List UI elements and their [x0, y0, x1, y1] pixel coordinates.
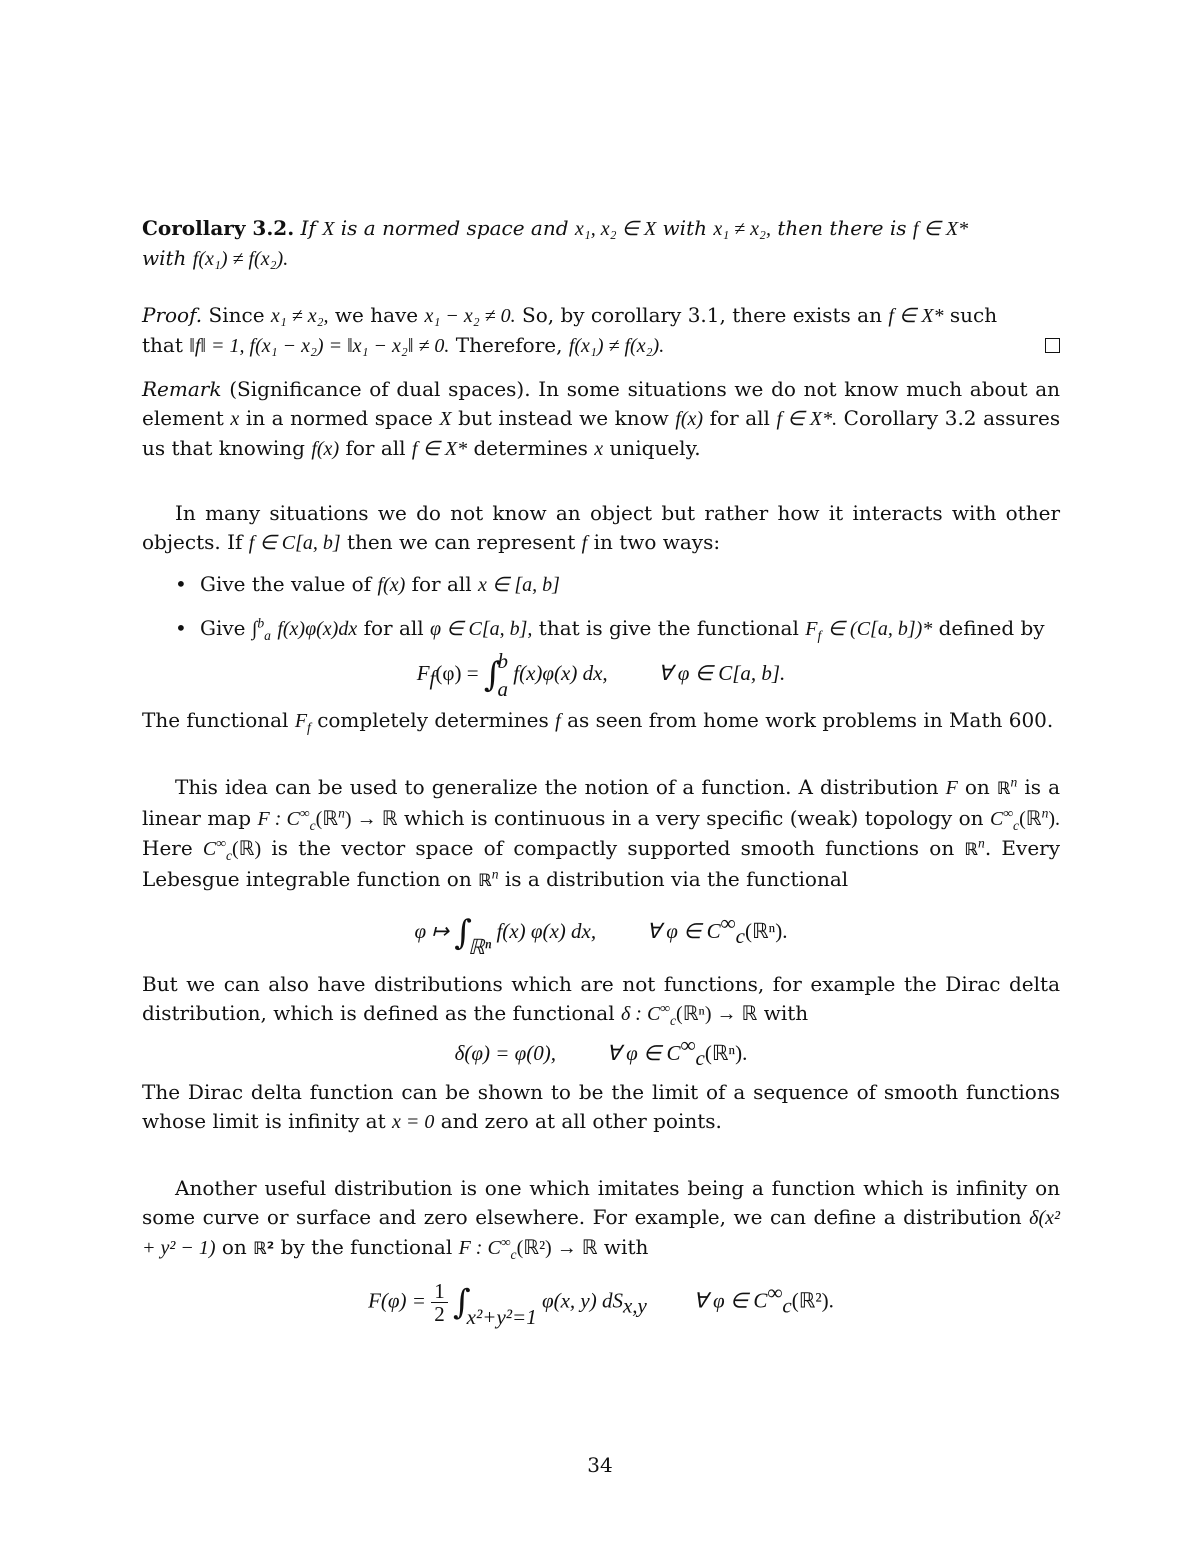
- lower-limit: ℝⁿ: [467, 935, 492, 959]
- text: then we can represent: [347, 530, 576, 554]
- math: F(φ) =: [368, 1288, 426, 1313]
- math-sup: ∞: [1003, 805, 1014, 821]
- text: If: [300, 216, 316, 240]
- text: Here: [142, 836, 193, 860]
- text: on: [964, 775, 990, 799]
- math: δ(φ) = φ(0),: [454, 1041, 557, 1065]
- math: φ(x, y) dS: [541, 1288, 623, 1313]
- math: f(x): [311, 438, 340, 460]
- math: (φ) =: [435, 660, 479, 685]
- math-sub: f: [307, 720, 311, 735]
- math: x₁ ≠ x₂,: [713, 218, 771, 240]
- text: then there is: [777, 216, 907, 240]
- math: f(x) φ(x) dx,: [496, 918, 597, 943]
- math: ∀ φ ∈ C[a, b].: [658, 660, 786, 685]
- math: f ∈ X*.: [776, 408, 838, 430]
- math-sub: f: [817, 628, 822, 643]
- text: for all: [709, 406, 770, 430]
- text: Since: [208, 303, 265, 327]
- text: So, by corollary 3.1, there exists an: [522, 303, 882, 327]
- text: with: [603, 1235, 649, 1259]
- document-page: [142, 214, 1060, 1335]
- text: for all: [345, 436, 406, 460]
- text: In many situations we do not know an object but rather how it interacts with other objects. If: [142, 501, 1060, 554]
- equation-dirac-delta: [142, 1033, 1060, 1071]
- math: f(x): [377, 574, 406, 596]
- text: (Significance of dual spaces). In some situations we do not know much about an element: [142, 377, 1060, 430]
- text: is the vector space of compactly supported smooth functions on: [271, 836, 955, 860]
- math: (ℝ²).: [791, 1288, 834, 1313]
- qed-square-icon: [1045, 338, 1060, 353]
- text: defined by: [938, 616, 1045, 640]
- math-sup: n: [1041, 805, 1049, 821]
- math: X: [439, 408, 452, 430]
- math: f ∈ X*: [888, 305, 944, 327]
- text: This idea can be used to generalize the notion of a function. A distribution: [175, 775, 939, 799]
- math-sup: ∞: [500, 1234, 511, 1250]
- lower-limit: a: [264, 628, 271, 643]
- math: ∀ φ ∈ C: [693, 1288, 768, 1313]
- lower-limit: a: [497, 677, 509, 701]
- math: f(x₁) ≠ f(x₂).: [192, 248, 289, 270]
- text: Give the value of: [200, 572, 372, 596]
- upper-limit: b: [257, 615, 265, 631]
- text: determines: [473, 436, 588, 460]
- text: which is continuous in a very specific (weak) topology on: [403, 806, 984, 830]
- text: but instead we know: [458, 406, 669, 430]
- remark: [142, 375, 1060, 464]
- text: is a normed space and: [340, 216, 569, 240]
- text: Another useful distribution is one which imitates being a function which is infinity on some curve or surface and zero elsewhere. For example, we can define a distribution: [142, 1176, 1060, 1229]
- math: ℝ: [478, 871, 492, 891]
- numerator: 1: [431, 1280, 448, 1303]
- math: φ ↦: [414, 918, 449, 943]
- math-sub: x,y: [622, 1293, 647, 1318]
- math-sup: ∞: [299, 805, 310, 821]
- math: f(x)φ(x)dx: [277, 618, 358, 640]
- math-sup: ∞: [720, 910, 736, 935]
- math: x₁ − x₂ ≠ 0.: [424, 305, 516, 327]
- math: x: [230, 408, 240, 430]
- math-sub: c: [669, 1013, 677, 1028]
- text: as seen from home work problems in Math 600.: [567, 708, 1054, 732]
- text: for all: [411, 572, 472, 596]
- text: with: [662, 216, 707, 240]
- math-sub: c: [735, 924, 745, 948]
- math: ∀ φ ∈ C: [646, 918, 721, 943]
- integral-sign: ∫: [452, 1282, 471, 1323]
- math: ℝ²: [253, 1239, 275, 1259]
- text: for all: [363, 616, 424, 640]
- math-sup: ∞: [767, 1280, 783, 1305]
- text: Give: [200, 616, 246, 640]
- text: Therefore,: [455, 333, 563, 357]
- list-item: [142, 614, 1060, 644]
- math-sup: n: [978, 835, 985, 851]
- math-sub: c: [1013, 818, 1020, 833]
- paragraph-surface-distribution: [142, 1174, 1060, 1264]
- math-sup: n: [1010, 774, 1018, 790]
- math: f(x): [675, 408, 704, 430]
- math: f ∈ X*: [912, 218, 969, 240]
- math: δ(x² + y² − 1): [142, 1207, 1061, 1259]
- paragraph-representations: [142, 499, 1060, 558]
- math: x₁ ≠ x₂,: [270, 305, 329, 327]
- text: on: [221, 1235, 247, 1259]
- text: in a normed space: [245, 406, 433, 430]
- math: f ∈ C[a, b]: [248, 532, 341, 554]
- proof-label: Proof.: [142, 303, 203, 327]
- math: F: [294, 710, 308, 732]
- integral-limits: [467, 912, 492, 959]
- integral-sign: ∫: [454, 912, 472, 953]
- integral-sign: ∫: [483, 654, 502, 695]
- integral-sign: ∫: [251, 618, 258, 640]
- text: completely determines: [317, 708, 549, 732]
- upper-limit: b: [497, 649, 509, 673]
- math: F: [945, 777, 958, 799]
- math-sup: ∞: [680, 1033, 696, 1057]
- math: ∀ φ ∈ C: [606, 1041, 681, 1065]
- math: ‖f‖ = 1, f(x₁ − x₂) = ‖x₁ − x₂‖ ≠ 0.: [189, 335, 450, 357]
- lower-limit: x²+y²=1: [466, 1304, 537, 1329]
- math-sup: n: [338, 805, 345, 821]
- text: The Dirac delta function can be shown to be the limit of a sequence of smooth functions whose limit is infinity at: [142, 1080, 1060, 1133]
- paragraph-dirac-limit: [142, 1078, 1060, 1137]
- text: with: [142, 246, 187, 270]
- math: ) → ℝ: [344, 808, 398, 830]
- proof: [142, 301, 1060, 361]
- math: x: [594, 438, 604, 460]
- text: that: [142, 333, 183, 357]
- text: .: [984, 836, 992, 860]
- math: F: [805, 618, 818, 640]
- math: f(x₁) ≠ f(x₂).: [568, 335, 665, 357]
- math: f: [581, 532, 588, 554]
- math-sup: n: [491, 866, 499, 882]
- page-number: 34: [587, 1453, 613, 1477]
- text: Every Lebesgue integrable function on: [142, 836, 1061, 891]
- math: φ ∈ C[a, b],: [430, 618, 533, 640]
- math-sub: c: [695, 1046, 705, 1071]
- denominator: 2: [434, 1302, 445, 1326]
- text: The functional: [142, 708, 289, 732]
- text: by the functional: [280, 1235, 453, 1259]
- text: But we can also have distributions which are not functions, for example the Dirac delta distribution, which is defined as the functional: [142, 972, 1060, 1025]
- math: f(x)φ(x) dx,: [513, 660, 608, 685]
- math: X: [322, 218, 335, 240]
- equation-lebesgue-functional: [142, 910, 1060, 959]
- remark-label: Remark: [142, 377, 222, 401]
- text: is a distribution via the functional: [504, 867, 849, 891]
- paragraph-functional: [142, 706, 1060, 736]
- equation-surface-functional: [142, 1279, 1060, 1329]
- math: x₁, x₂ ∈ X: [574, 218, 657, 240]
- math: (ℝ): [232, 838, 262, 860]
- math: F : C: [257, 808, 300, 830]
- math-sup: ∞: [216, 835, 226, 851]
- text: Corollary 3.2 assures us that knowing: [142, 406, 1061, 460]
- bullet-icon: •: [175, 616, 187, 640]
- fraction-one-half: [431, 1280, 448, 1325]
- math: x = 0: [391, 1111, 435, 1133]
- representation-list: [142, 570, 1060, 644]
- math: (ℝ: [315, 808, 339, 830]
- math: (ℝⁿ) → ℝ: [676, 1003, 758, 1025]
- paragraph-distributions: [142, 773, 1060, 896]
- math-sup: ∞: [660, 1000, 670, 1016]
- paragraph-dirac: [142, 970, 1060, 1029]
- list-item: [142, 570, 1060, 600]
- math-sub: c: [225, 848, 232, 863]
- corollary-label: Corollary 3.2.: [142, 216, 295, 240]
- math: (ℝ²) → ℝ: [516, 1237, 598, 1259]
- math: (ℝⁿ).: [704, 1041, 748, 1065]
- math: C: [989, 808, 1004, 830]
- integral-limits: [466, 1282, 537, 1329]
- math: x ∈ [a, b]: [478, 574, 560, 596]
- math: f ∈ X*: [411, 438, 468, 460]
- text: is a linear map: [142, 775, 1061, 830]
- math: δ : C: [620, 1003, 661, 1025]
- equation-functional-Ff: [142, 649, 1060, 701]
- math-sub: c: [782, 1293, 792, 1318]
- math: C: [202, 838, 217, 860]
- math: F : C: [458, 1237, 501, 1259]
- integral-limits: [497, 649, 509, 701]
- math: ℝ: [996, 779, 1011, 799]
- text: such: [949, 303, 998, 327]
- text: with: [763, 1001, 809, 1025]
- math-sub: c: [510, 1247, 517, 1262]
- text: in two ways:: [593, 530, 721, 554]
- text: we have: [334, 303, 419, 327]
- corollary-3-2: [142, 214, 1060, 274]
- math-sub: f: [429, 666, 436, 690]
- math: (ℝⁿ).: [744, 918, 788, 943]
- math: F: [416, 660, 430, 685]
- bullet-icon: •: [175, 572, 187, 596]
- math: ).: [1048, 808, 1061, 830]
- math: ℝ: [964, 840, 979, 860]
- math: (ℝ: [1019, 808, 1042, 830]
- math: f: [555, 710, 561, 732]
- math: ∈ (C[a, b])*: [827, 618, 933, 640]
- math-sub: c: [309, 818, 316, 833]
- text: that is give the functional: [538, 616, 799, 640]
- text: uniquely.: [609, 436, 701, 460]
- text: and zero at all other points.: [440, 1109, 722, 1133]
